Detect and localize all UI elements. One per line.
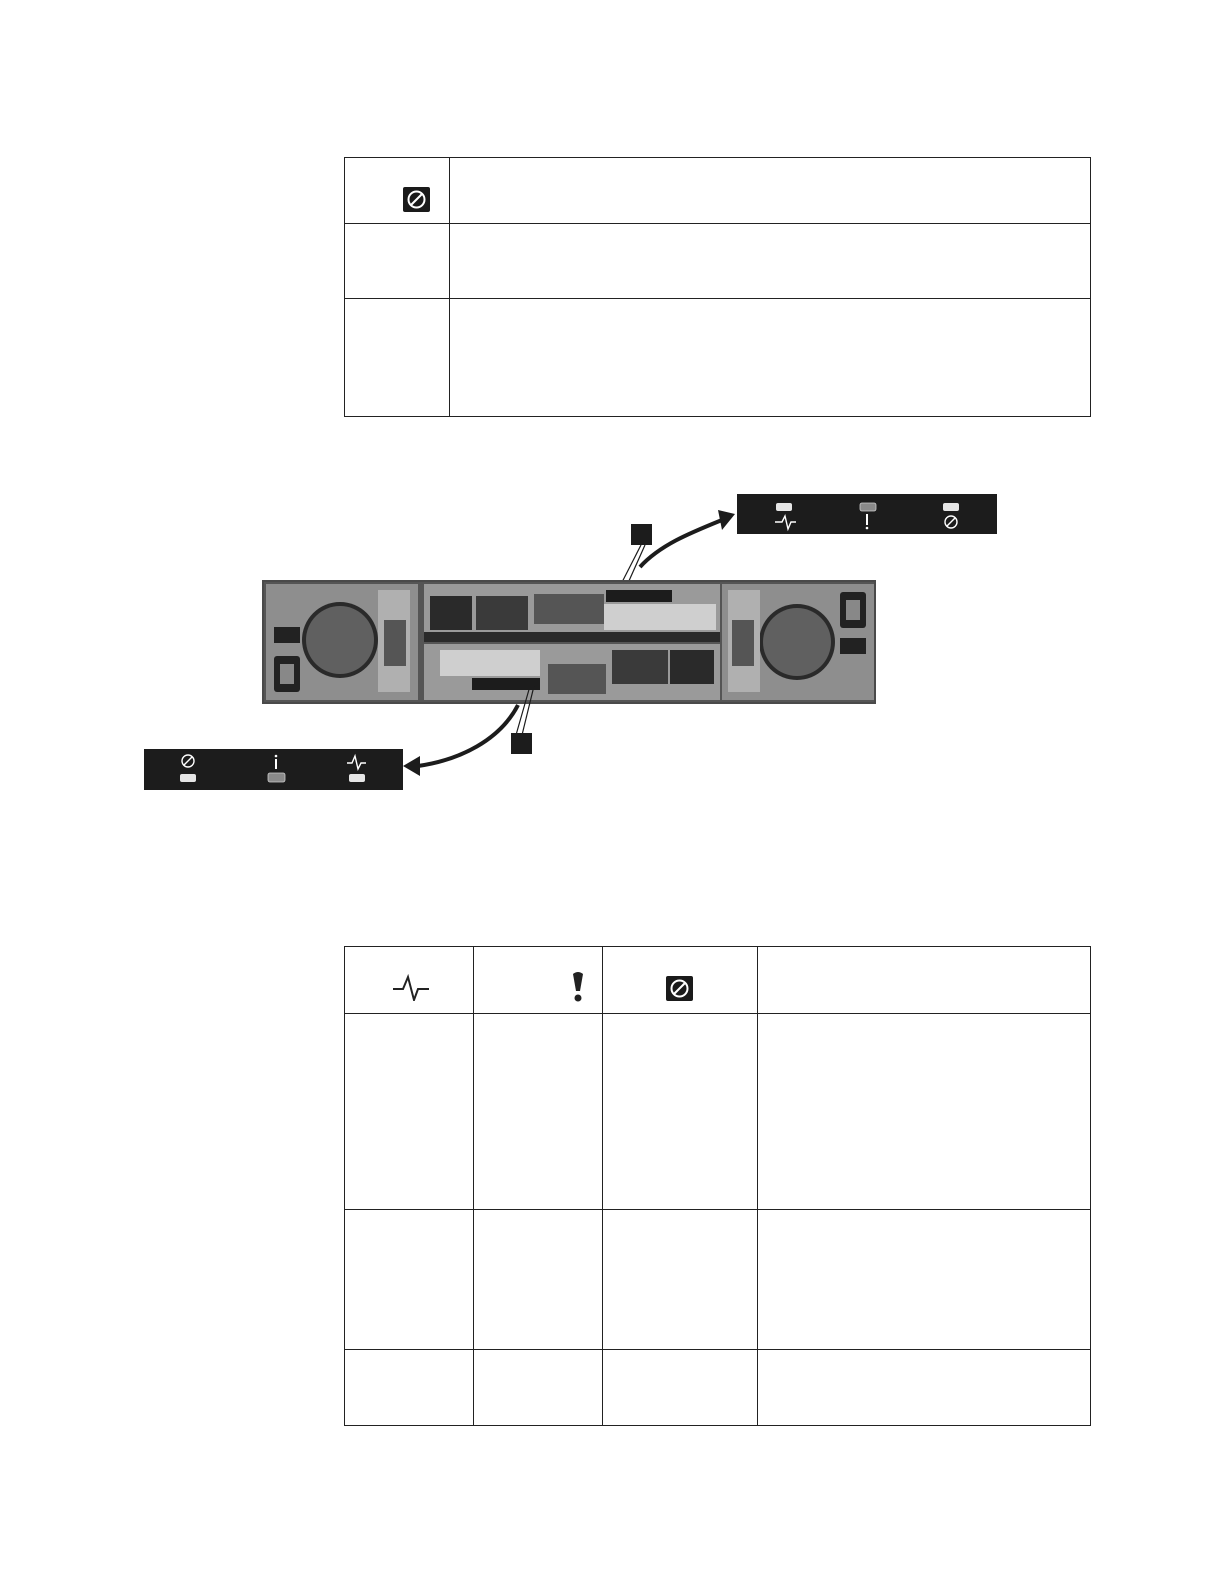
power-supply-left [266, 584, 418, 700]
power-icon [945, 516, 957, 528]
table-cell [603, 1349, 758, 1425]
power-supply-right [722, 584, 874, 700]
led-indicator [268, 773, 285, 782]
led-indicator [349, 774, 365, 782]
table-header-row [345, 947, 1091, 1014]
table-cell [474, 1014, 603, 1210]
table-header-cell [474, 947, 603, 1014]
fault-exclamation-icon [866, 514, 869, 529]
heartbeat-icon [347, 756, 366, 769]
heartbeat-icon [391, 973, 431, 1001]
table-row [345, 224, 1091, 299]
led-indicator [860, 503, 876, 511]
callout-arrow-upper [640, 520, 722, 567]
table-cell [758, 1210, 1091, 1350]
table-row [345, 299, 1091, 417]
callout-arrow-lower [418, 705, 518, 766]
table-header-cell [345, 947, 474, 1014]
table-row [345, 1349, 1091, 1425]
table-cell-description [450, 224, 1091, 299]
table-header-cell [758, 947, 1091, 1014]
led-description-table [344, 157, 1091, 417]
led-indicator [943, 503, 959, 511]
table-header-cell [603, 947, 758, 1014]
table-cell [345, 1014, 474, 1210]
table-cell-description [450, 299, 1091, 417]
table-row [345, 158, 1091, 224]
table-row [345, 1014, 1091, 1210]
led-status-table [344, 946, 1091, 1426]
callout-box-upper [631, 524, 652, 545]
table-cell [603, 1210, 758, 1350]
table-cell-icon [345, 224, 450, 299]
led-indicator [776, 503, 792, 511]
table-cell [758, 1349, 1091, 1425]
table-cell [345, 1349, 474, 1425]
table-cell [603, 1014, 758, 1210]
upper-led-panel [737, 494, 997, 534]
table-cell [758, 1014, 1091, 1210]
controller-upper [424, 584, 720, 638]
info-icon [275, 755, 278, 769]
lower-led-panel [144, 749, 403, 790]
callout-box-lower [511, 733, 532, 754]
table-row [345, 1210, 1091, 1350]
power-icon [182, 755, 194, 767]
table-cell-icon [345, 158, 450, 224]
table-cell [474, 1349, 603, 1425]
table-cell [474, 1210, 603, 1350]
led-indicator [180, 774, 196, 782]
storage-chassis-rear [262, 580, 876, 704]
controller-lower [424, 644, 720, 700]
power-icon [666, 976, 693, 1001]
fault-exclamation-icon [570, 971, 586, 1003]
power-icon [403, 187, 430, 212]
table-cell-description [450, 158, 1091, 224]
table-cell [345, 1210, 474, 1350]
table-cell-icon [345, 299, 450, 417]
heartbeat-icon [775, 516, 796, 529]
